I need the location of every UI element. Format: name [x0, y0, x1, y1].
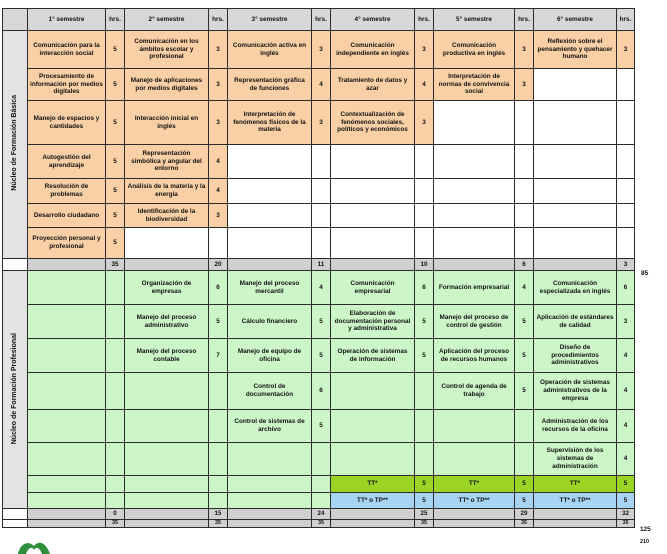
hours-cell: 5 — [415, 339, 434, 373]
empty-cell — [228, 509, 312, 520]
hours-header: hrs. — [312, 9, 331, 31]
table-row — [3, 305, 635, 339]
empty-cell — [125, 476, 209, 493]
course-cell: Comunicación activa en inglés — [228, 31, 312, 69]
hours-cell: 3 — [415, 31, 434, 69]
empty-cell — [534, 69, 617, 101]
course-cell: Operación de sistemas de información — [331, 339, 415, 373]
hours-cell: 4 — [209, 179, 228, 204]
course-cell: Proyección personal y profesional — [28, 228, 106, 259]
basic-subtotal-row — [3, 259, 635, 271]
hours-cell: 5 — [515, 493, 534, 509]
hours-cell: 3 — [312, 101, 331, 145]
total-cell: 35 — [106, 520, 125, 528]
empty-cell — [3, 520, 28, 528]
empty-cell — [434, 145, 515, 179]
hours-cell: 6 — [209, 271, 228, 305]
hours-cell: 5 — [617, 493, 635, 509]
table-row — [3, 204, 635, 228]
empty-cell — [209, 443, 228, 476]
course-cell: Tratamiento de datos y azar — [331, 69, 415, 101]
empty-cell — [312, 493, 331, 509]
empty-cell — [28, 259, 106, 271]
tt-cell: TT* — [534, 476, 617, 493]
empty-cell — [125, 520, 209, 528]
empty-cell — [534, 101, 617, 145]
hours-cell: 6 — [617, 271, 635, 305]
hours-cell: 4 — [415, 69, 434, 101]
hours-cell: 3 — [209, 31, 228, 69]
table-row — [3, 443, 635, 476]
basic-total: 85 — [641, 270, 649, 277]
tt-tp-cell: TT* o TP** — [331, 493, 415, 509]
subtotal-cell: 35 — [106, 259, 125, 271]
empty-cell — [331, 373, 415, 410]
course-cell: Autogestión del aprendizaje — [28, 145, 106, 179]
subtotal-cell: 0 — [106, 509, 125, 520]
empty-cell — [228, 228, 312, 259]
empty-cell — [106, 493, 125, 509]
empty-cell — [312, 476, 331, 493]
hours-cell: 4 — [617, 443, 635, 476]
professional-subtotal-row — [3, 509, 635, 520]
empty-cell — [515, 443, 534, 476]
empty-cell — [515, 410, 534, 443]
empty-cell — [534, 145, 617, 179]
table-row — [3, 271, 635, 305]
empty-cell — [434, 509, 515, 520]
course-cell: Comunicación para la interacción social — [28, 31, 106, 69]
hours-cell: 5 — [106, 179, 125, 204]
empty-cell — [125, 373, 209, 410]
hours-cell: 5 — [106, 69, 125, 101]
empty-cell — [106, 373, 125, 410]
empty-cell — [106, 271, 125, 305]
empty-cell — [434, 179, 515, 204]
course-cell: Operación de sistemas administrativos de la empresa — [534, 373, 617, 410]
empty-cell — [209, 476, 228, 493]
empty-cell — [534, 259, 617, 271]
total-cell: 35 — [312, 520, 331, 528]
subtotal-cell: 32 — [617, 509, 635, 520]
subtotal-cell: 10 — [415, 259, 434, 271]
hours-header: hrs. — [106, 9, 125, 31]
empty-cell — [228, 204, 312, 228]
tt-cell: TT* — [331, 476, 415, 493]
empty-cell — [415, 179, 434, 204]
empty-cell — [312, 145, 331, 179]
course-cell: Aplicación de estándares de calidad — [534, 305, 617, 339]
hours-cell: 3 — [209, 204, 228, 228]
hours-cell: 4 — [312, 69, 331, 101]
empty-cell — [534, 179, 617, 204]
grand-total-row — [3, 520, 635, 528]
hours-cell: 6 — [415, 271, 434, 305]
table-row — [3, 101, 635, 145]
hours-cell: 5 — [106, 204, 125, 228]
empty-cell — [106, 339, 125, 373]
course-cell: Reflexión sobre el pensamiento y quehacer humano — [534, 31, 617, 69]
empty-cell — [415, 410, 434, 443]
empty-cell — [106, 305, 125, 339]
header-row — [3, 9, 635, 31]
semester-4-header: 4° semestre — [331, 9, 415, 31]
hours-cell: 5 — [312, 410, 331, 443]
table-row — [3, 145, 635, 179]
empty-cell — [617, 179, 635, 204]
institution-logo-icon — [10, 538, 58, 554]
hours-cell: 5 — [515, 476, 534, 493]
empty-cell — [331, 259, 415, 271]
hours-cell: 3 — [515, 69, 534, 101]
hours-cell: 5 — [415, 493, 434, 509]
empty-cell — [209, 373, 228, 410]
total-cell: 35 — [209, 520, 228, 528]
empty-cell — [125, 228, 209, 259]
empty-cell — [534, 520, 617, 528]
empty-cell — [415, 373, 434, 410]
course-cell: Representación gráfica de funciones — [228, 69, 312, 101]
empty-cell — [28, 305, 106, 339]
hours-cell: 7 — [209, 339, 228, 373]
course-cell: Procesamiento de información por medios digitales — [28, 69, 106, 101]
empty-cell — [415, 228, 434, 259]
course-cell: Comunicación empresarial — [331, 271, 415, 305]
hours-cell: 5 — [312, 339, 331, 373]
course-cell: Comunicación independiente en inglés — [331, 31, 415, 69]
empty-cell — [228, 443, 312, 476]
empty-cell — [209, 410, 228, 443]
empty-cell — [415, 204, 434, 228]
empty-cell — [434, 410, 515, 443]
corner-cell — [3, 9, 28, 31]
basic-block-label: Núcleo de Formación Básica — [10, 95, 18, 191]
empty-cell — [617, 69, 635, 101]
empty-cell — [228, 493, 312, 509]
empty-cell — [415, 145, 434, 179]
hours-cell: 3 — [617, 305, 635, 339]
empty-cell — [28, 339, 106, 373]
course-cell: Análisis de la materia y la energía — [125, 179, 209, 204]
hours-cell: 5 — [209, 305, 228, 339]
empty-cell — [534, 509, 617, 520]
empty-cell — [331, 410, 415, 443]
professional-block-label: Núcleo de Formación Profesional — [10, 332, 18, 444]
subtotal-cell: 20 — [209, 259, 228, 271]
subtotal-cell: 6 — [515, 259, 534, 271]
empty-cell — [617, 101, 635, 145]
hours-cell: 4 — [617, 410, 635, 443]
hours-cell: 5 — [415, 305, 434, 339]
empty-cell — [331, 509, 415, 520]
course-cell: Manejo del proceso contable — [125, 339, 209, 373]
semester-1-header: 1° semestre — [28, 9, 106, 31]
semester-5-header: 5° semestre — [434, 9, 515, 31]
hours-cell: 3 — [515, 31, 534, 69]
empty-cell — [28, 493, 106, 509]
course-cell: Control de agenda de trabajo — [434, 373, 515, 410]
hours-cell: 5 — [415, 476, 434, 493]
course-cell: Aplicación del proceso de recursos humanos — [434, 339, 515, 373]
course-cell: Interpretación de fenómenos físicos de la materia — [228, 101, 312, 145]
course-cell: Manejo del proceso administrativo — [125, 305, 209, 339]
semester-2-header: 2° semestre — [125, 9, 209, 31]
hours-cell: 4 — [515, 271, 534, 305]
empty-cell — [106, 443, 125, 476]
table-row — [3, 69, 635, 101]
empty-cell — [515, 204, 534, 228]
empty-cell — [331, 145, 415, 179]
empty-cell — [3, 259, 28, 271]
course-cell: Manejo de aplicaciones por medios digitales — [125, 69, 209, 101]
empty-cell — [228, 259, 312, 271]
empty-cell — [228, 179, 312, 204]
total-cell: 35 — [415, 520, 434, 528]
tt-cell: TT* — [434, 476, 515, 493]
hours-header: hrs. — [209, 9, 228, 31]
empty-cell — [434, 520, 515, 528]
hours-cell: 5 — [106, 228, 125, 259]
course-cell: Interpretación de normas de convivencia social — [434, 69, 515, 101]
empty-cell — [617, 204, 635, 228]
course-cell: Control de documentación — [228, 373, 312, 410]
empty-cell — [617, 145, 635, 179]
empty-cell — [331, 520, 415, 528]
course-cell: Administración de los recursos de la oficina — [534, 410, 617, 443]
course-cell: Resolución de problemas — [28, 179, 106, 204]
empty-cell — [434, 228, 515, 259]
empty-cell — [28, 520, 106, 528]
course-cell: Cálculo financiero — [228, 305, 312, 339]
hours-cell: 5 — [312, 305, 331, 339]
hours-cell: 5 — [106, 31, 125, 69]
empty-cell — [28, 271, 106, 305]
hours-cell: 5 — [515, 305, 534, 339]
table-row — [3, 179, 635, 204]
subtotal-cell: 3 — [617, 259, 635, 271]
empty-cell — [434, 443, 515, 476]
subtotal-cell: 29 — [515, 509, 534, 520]
total-cell: 35 — [617, 520, 635, 528]
subtotal-cell: 24 — [312, 509, 331, 520]
empty-cell — [209, 228, 228, 259]
subtotal-cell: 11 — [312, 259, 331, 271]
empty-cell — [331, 228, 415, 259]
tt-tp-cell: TT* o TP** — [534, 493, 617, 509]
hours-cell: 5 — [617, 476, 635, 493]
empty-cell — [415, 443, 434, 476]
empty-cell — [228, 145, 312, 179]
empty-cell — [434, 259, 515, 271]
hours-cell: 3 — [415, 101, 434, 145]
empty-cell — [28, 443, 106, 476]
empty-cell — [515, 179, 534, 204]
course-cell: Interacción inicial en inglés — [125, 101, 209, 145]
course-cell: Organización de empresas — [125, 271, 209, 305]
empty-cell — [125, 259, 209, 271]
hours-cell: 5 — [106, 101, 125, 145]
total-cell: 35 — [515, 520, 534, 528]
course-cell: Manejo de espacios y cantidades — [28, 101, 106, 145]
course-cell: Desarrollo ciudadano — [28, 204, 106, 228]
empty-cell — [515, 101, 534, 145]
course-cell: Representación simbólica y angular del entorno — [125, 145, 209, 179]
hours-cell: 5 — [515, 339, 534, 373]
empty-cell — [125, 443, 209, 476]
hours-cell: 4 — [312, 271, 331, 305]
course-cell: Diseño de procedimientos administrativos — [534, 339, 617, 373]
tt-tp-cell: TT* o TP** — [434, 493, 515, 509]
course-cell: Supervisión de los sistemas de administración — [534, 443, 617, 476]
empty-cell — [125, 509, 209, 520]
hours-header: hrs. — [515, 9, 534, 31]
professional-total: 125 — [640, 526, 651, 533]
hours-header: hrs. — [415, 9, 434, 31]
table-row — [3, 339, 635, 373]
semester-6-header: 6° semestre — [534, 9, 617, 31]
subtotal-cell: 25 — [415, 509, 434, 520]
hours-cell: 5 — [106, 145, 125, 179]
empty-cell — [617, 228, 635, 259]
empty-cell — [312, 204, 331, 228]
hours-cell: 6 — [312, 373, 331, 410]
empty-cell — [106, 410, 125, 443]
empty-cell — [312, 179, 331, 204]
empty-cell — [125, 493, 209, 509]
tt-tp-row — [3, 493, 635, 509]
table-row — [3, 228, 635, 259]
hours-cell: 3 — [209, 101, 228, 145]
empty-cell — [331, 204, 415, 228]
basic-block-label-cell — [3, 31, 28, 259]
empty-cell — [331, 443, 415, 476]
hours-cell: 3 — [209, 69, 228, 101]
hours-cell: 4 — [617, 373, 635, 410]
course-cell: Manejo del proceso de control de gestión — [434, 305, 515, 339]
empty-cell — [434, 101, 515, 145]
empty-cell — [515, 145, 534, 179]
empty-cell — [312, 443, 331, 476]
empty-cell — [125, 410, 209, 443]
empty-cell — [28, 410, 106, 443]
grand-total: 210 — [640, 539, 649, 545]
hours-cell: 3 — [617, 31, 635, 69]
empty-cell — [434, 204, 515, 228]
course-cell: Comunicación en los ámbitos escolar y profesional — [125, 31, 209, 69]
course-cell: Contextualización de fenómenos sociales, políticos y económicos — [331, 101, 415, 145]
course-cell: Comunicación productiva en inglés — [434, 31, 515, 69]
course-cell: Control de sistemas de archivo — [228, 410, 312, 443]
subtotal-cell: 15 — [209, 509, 228, 520]
hours-header: hrs. — [617, 9, 635, 31]
empty-cell — [106, 476, 125, 493]
course-cell: Manejo de equipo de oficina — [228, 339, 312, 373]
empty-cell — [515, 228, 534, 259]
course-cell: Comunicación especializada en inglés — [534, 271, 617, 305]
empty-cell — [312, 228, 331, 259]
hours-cell: 3 — [312, 31, 331, 69]
hours-cell: 4 — [617, 339, 635, 373]
empty-cell — [228, 520, 312, 528]
empty-cell — [28, 476, 106, 493]
tt-row — [3, 476, 635, 493]
empty-cell — [209, 493, 228, 509]
semester-3-header: 3° semestre — [228, 9, 312, 31]
hours-cell: 5 — [515, 373, 534, 410]
study-plan-table — [2, 8, 635, 528]
hours-cell: 4 — [209, 145, 228, 179]
table-row — [3, 410, 635, 443]
course-cell: Manejo del proceso mercantil — [228, 271, 312, 305]
table-row — [3, 31, 635, 69]
empty-cell — [28, 509, 106, 520]
empty-cell — [3, 509, 28, 520]
course-cell: Elaboración de documentación personal y administrativa — [331, 305, 415, 339]
professional-block-label-cell — [3, 271, 28, 509]
course-cell: Formación empresarial — [434, 271, 515, 305]
empty-cell — [534, 204, 617, 228]
empty-cell — [28, 373, 106, 410]
table-row — [3, 373, 635, 410]
empty-cell — [331, 179, 415, 204]
empty-cell — [228, 476, 312, 493]
course-cell: Identificación de la biodiversidad — [125, 204, 209, 228]
empty-cell — [534, 228, 617, 259]
